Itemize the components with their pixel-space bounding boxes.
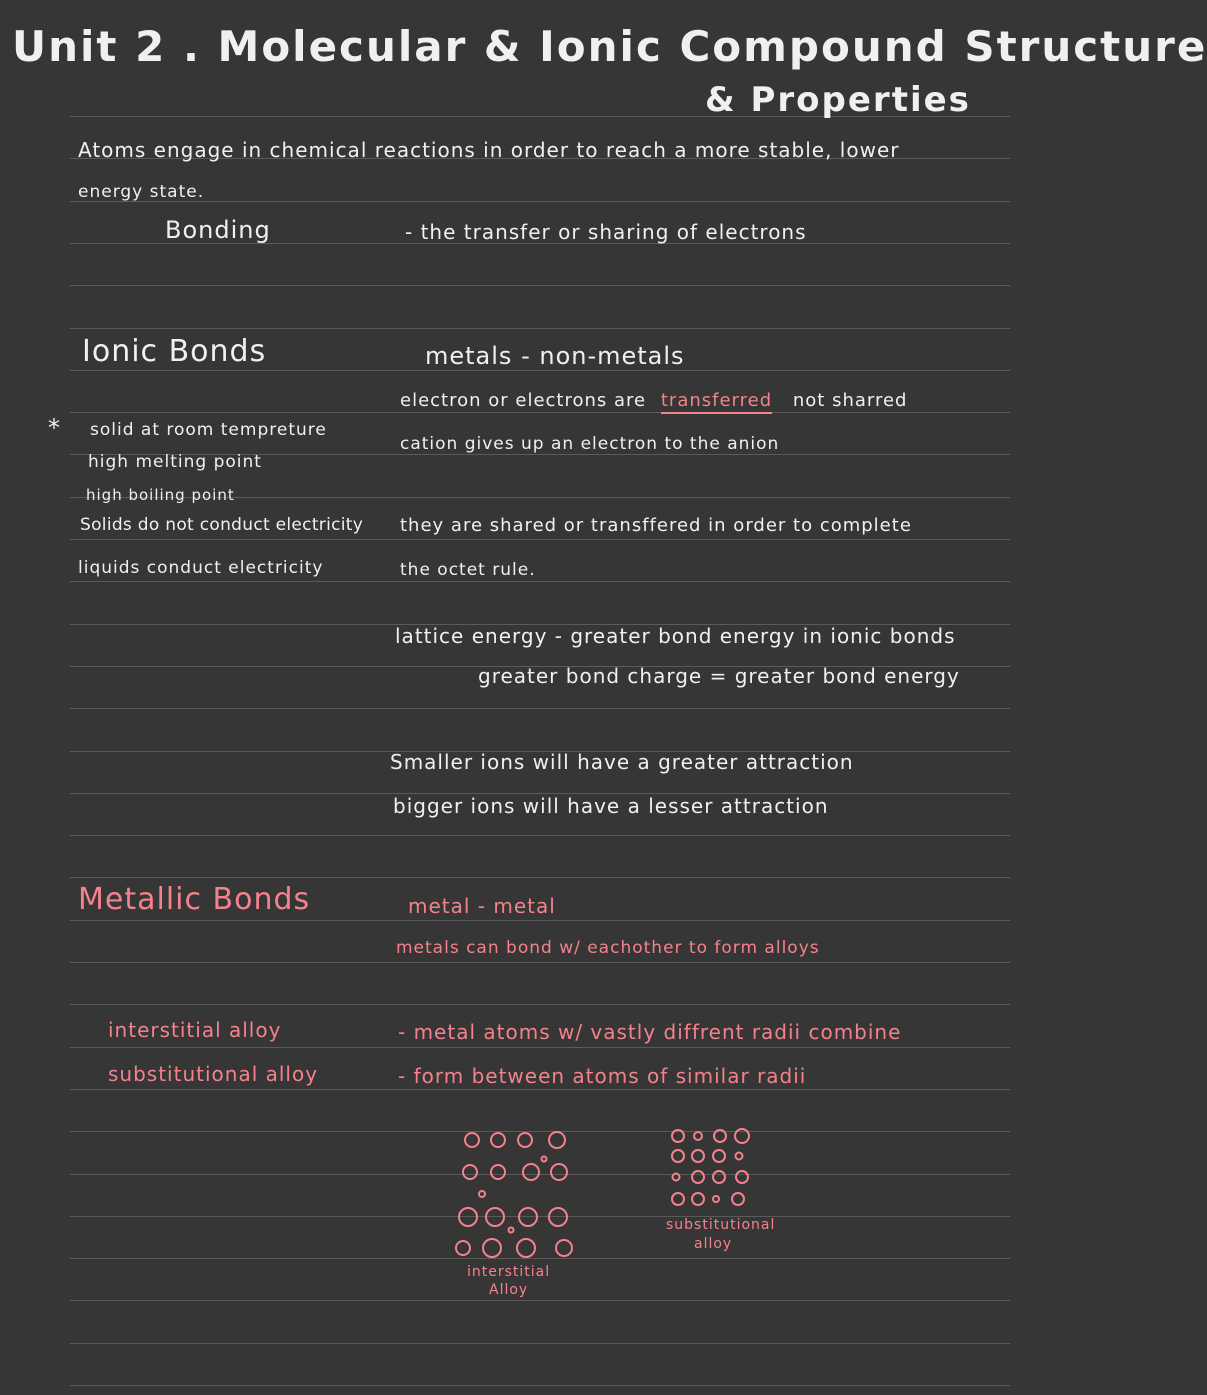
intro-line-1: Atoms engage in chemical reactions in order to reach a more stable, lower [78, 138, 900, 162]
rule-line [70, 877, 1010, 878]
metallic-pair: metal - metal [408, 894, 556, 918]
intro-line-2: energy state. [78, 182, 205, 202]
ionic-transfer-prefix: electron or electrons are [400, 390, 647, 411]
rule-line [70, 1089, 1010, 1090]
interstitial-alloy-label: interstitial alloy [108, 1018, 282, 1042]
interstitial-alloy-diagram [448, 1122, 588, 1262]
star-marker: * [48, 414, 61, 442]
bonding-definition: - the transfer or sharing of electrons [405, 220, 807, 244]
ionic-cation-line: cation gives up an electron to the anion [400, 434, 780, 454]
ion-size-line-2: bigger ions will have a lesser attraction [393, 794, 829, 818]
property-solid: solid at room tempreture [90, 420, 327, 440]
page-title-line2: & Properties [705, 80, 971, 120]
rule-line [70, 1004, 1010, 1005]
rule-line [70, 285, 1010, 286]
rule-line [70, 201, 1010, 202]
ionic-pair: metals - non-metals [425, 342, 685, 370]
metallic-alloys-line: metals can bond w/ eachother to form alloys [396, 938, 820, 958]
property-solids-conduct: Solids do not conduct electricity [80, 515, 364, 535]
ionic-bonds-heading: Ionic Bonds [82, 334, 267, 369]
metallic-bonds-heading: Metallic Bonds [78, 882, 311, 917]
rule-line [70, 412, 1010, 413]
ion-size-line-1: Smaller ions will have a greater attraction [390, 750, 854, 774]
rule-line [70, 708, 1010, 709]
substitutional-alloy-definition: - form between atoms of similar radii [398, 1064, 807, 1088]
ionic-transfer-emphasis: transferred [661, 390, 772, 414]
property-liquids-conduct: liquids conduct electricity [78, 558, 324, 578]
interstitial-diagram-label-2: Alloy [489, 1282, 529, 1298]
bonding-label: Bonding [165, 216, 271, 244]
substitutional-alloy-label: substitutional alloy [108, 1062, 319, 1086]
rule-line [70, 1047, 1010, 1048]
substitutional-alloy-diagram [662, 1122, 762, 1212]
rule-line [70, 328, 1010, 329]
interstitial-diagram-label-1: interstitial [467, 1264, 551, 1280]
lattice-energy-line-1: lattice energy - greater bond energy in ionic bonds [395, 624, 956, 648]
rule-line [70, 370, 1010, 371]
rule-line [70, 962, 1010, 963]
rule-line [70, 1385, 1010, 1386]
rule-line [70, 581, 1010, 582]
rule-line [70, 835, 1010, 836]
substitutional-diagram-label-2: alloy [694, 1236, 733, 1252]
rule-line [70, 1343, 1010, 1344]
substitutional-diagram-label-1: substitutional [666, 1217, 776, 1233]
ionic-octet-line-1: they are shared or transffered in order to complete [400, 515, 912, 536]
rule-line [70, 920, 1010, 921]
ionic-transfer-suffix: not sharred [792, 390, 908, 411]
rule-line [70, 539, 1010, 540]
lattice-energy-line-2: greater bond charge = greater bond energy [478, 664, 960, 688]
page-title: Unit 2 . Molecular & Ionic Compound Structure [12, 22, 1207, 71]
ionic-octet-line-2: the octet rule. [400, 560, 536, 580]
ionic-transfer-line [400, 390, 907, 411]
rule-line [70, 1300, 1010, 1301]
interstitial-alloy-definition: - metal atoms w/ vastly diffrent radii combine [398, 1020, 902, 1044]
property-melting: high melting point [88, 452, 262, 472]
property-boiling: high boiling point [86, 486, 235, 504]
